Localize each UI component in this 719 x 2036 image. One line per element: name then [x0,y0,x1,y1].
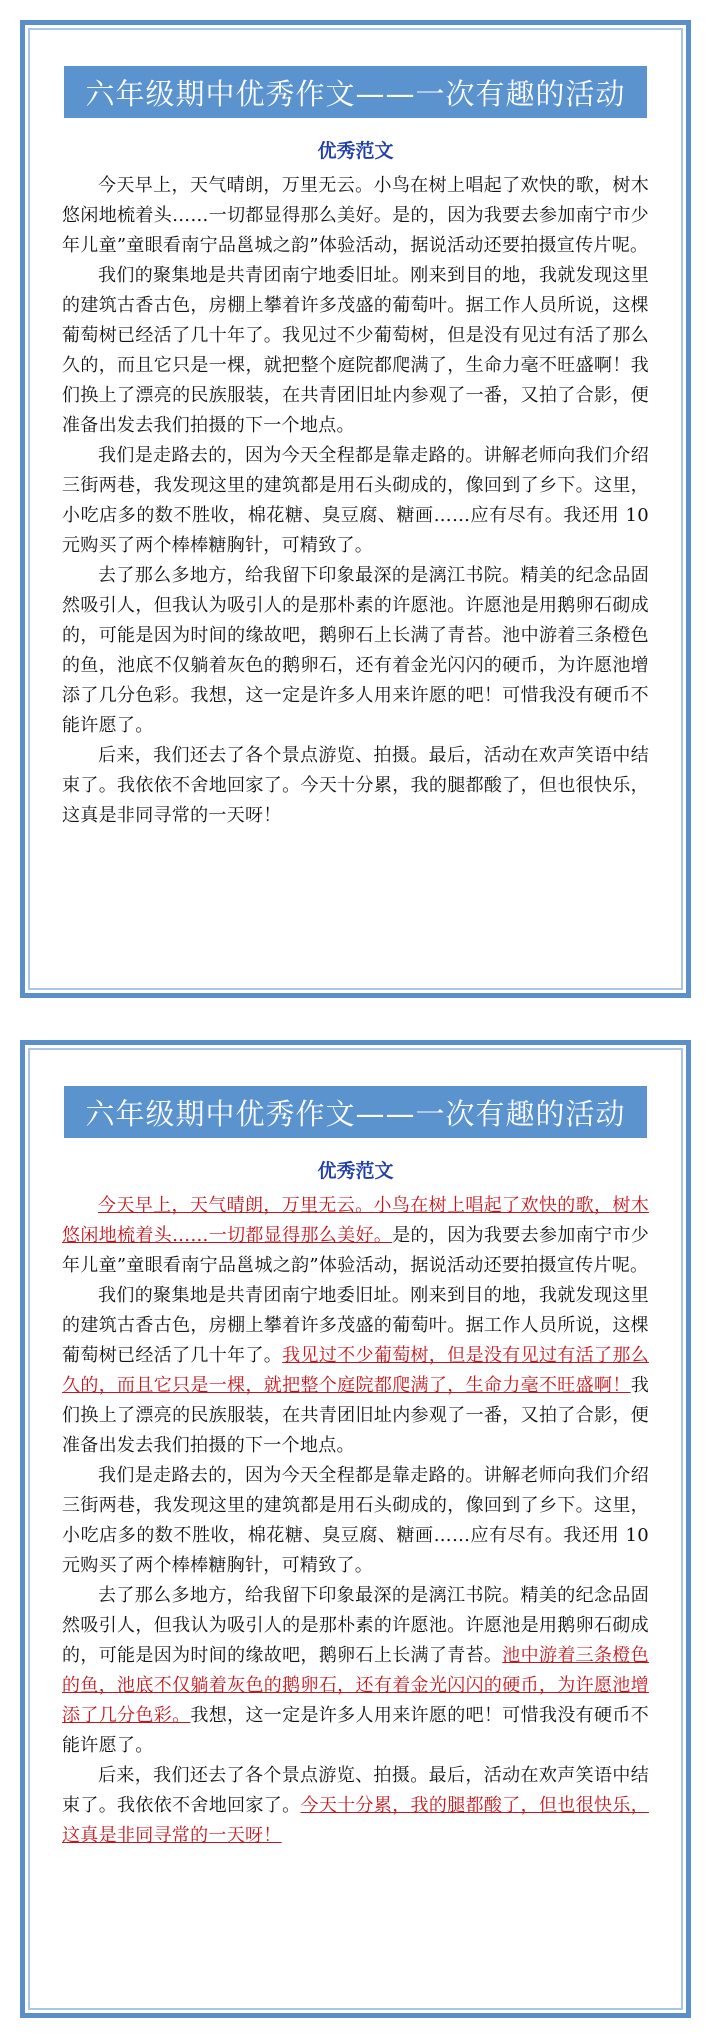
essay-paragraph-1: 今天早上，天气晴朗，万里无云。小鸟在树上唱起了欢快的歌，树木悠闲地梳着头……一切都显得那么美好。是的，因为我要去参加南宁市少年儿童”童眼看南宁品邕城之韵”体验活动，据说活动还要拍摄宣传片呢。 [62,175,649,256]
essay-paragraph-3: 我们是走路去的，因为今天全程都是靠走路的。讲解老师向我们介绍三街两巷，我发现这里的建筑都是用石头砌成的，像回到了乡下。这里，小吃店多的数不胜收，棉花糖、臭豆腐、糖画……应有尽有。我还用 10 元购买了两个棒棒糖胸针，可精致了。 [62,1465,649,1576]
paragraph-text: 后来，我们还去了各个景点游览、拍摄。最后，活动在欢声笑语中结束了。我依依不舍地回家了。 [62,1765,649,1816]
essay-paragraph-4: 去了那么多地方，给我留下印象最深的是漓江书院。精美的纪念品固然吸引人，但我认为吸引人的是那朴素的许愿池。许愿池是用鹅卵石砌成的，可能是因为时间的缘故吧，鹅卵石上长满了青苔。池中游着三条橙色的鱼，池底不仅躺着灰色的鹅卵石，还有着金光闪闪的硬币，为许愿池增添了几分色彩。我想，这一定是许多人用来许愿的吧！可惜我没有硬币不能许愿了。 [62,565,649,736]
highlighted-sentence: 今天早上，天气晴朗，万里无云。小鸟在树上唱起了欢快的歌，树木悠闲地梳着头……一切都显得那么美好。 [62,1195,649,1246]
essay-title-banner: 六年级期中优秀作文——一次有趣的活动 [64,1086,647,1138]
essay-title-banner: 六年级期中优秀作文——一次有趣的活动 [64,66,647,118]
essay-card-inner [28,1048,683,2010]
essay-paragraph-4 [62,1581,649,1761]
essay-card-plain [20,20,691,998]
essay-paragraph-1 [62,1191,649,1281]
paragraph-text: 我们的聚集地是共青团南宁地委旧址。刚来到目的地，我就发现这里的建筑古香古色，房棚上攀着许多茂盛的葡萄叶。据工作人员所说，这棵葡萄树已经活了几十年了。 [62,1285,649,1366]
essay-paragraph-5 [62,1761,649,1851]
essay-subtitle: 优秀范文 [317,1160,394,1182]
paragraph-text: 去了那么多地方，给我留下印象最深的是漓江书院。精美的纪念品固然吸引人，但我认为吸引人的是那朴素的许愿池。许愿池是用鹅卵石砌成的，可能是因为时间的缘故吧，鹅卵石上长满了青苔。 [62,1585,649,1666]
essay-paragraph-3: 我们是走路去的，因为今天全程都是靠走路的。讲解老师向我们介绍三街两巷，我发现这里的建筑都是用石头砌成的，像回到了乡下。这里，小吃店多的数不胜收，棉花糖、臭豆腐、糖画……应有尽有。我还用 10 元购买了两个棒棒糖胸针，可精致了。 [62,445,649,556]
highlighted-sentence: 今天十分累，我的腿都酸了，但也很快乐，这真是非同寻常的一天呀！ [62,1795,649,1846]
paragraph-text: 我们换上了漂亮的民族服装，在共青团旧址内参观了一番，又拍了合影，便准备出发去我们拍摄的下一个地点。 [62,1375,649,1456]
highlighted-sentence: 我见过不少葡萄树，但是没有见过有活了那么久的，而且它只是一棵，就把整个庭院都爬满了，生命力毫不旺盛啊！ [62,1345,649,1396]
essay-paragraph-2: 我们的聚集地是共青团南宁地委旧址。刚来到目的地，我就发现这里的建筑古香古色，房棚上攀着许多茂盛的葡萄叶。据工作人员所说，这棵葡萄树已经活了几十年了。我见过不少葡萄树，但是没有见过有活了那么久的，而且它只是一棵，就把整个庭院都爬满了，生命力毫不旺盛啊！我们换上了漂亮的民族服装，在共青团旧址内参观了一番，又拍了合影，便准备出发去我们拍摄的下一个地点。 [62,265,649,436]
essay-card-annotated [20,1040,691,2018]
paragraph-text: 我想，这一定是许多人用来许愿的吧！可惜我没有硬币不能许愿了。 [62,1705,649,1756]
essay-paragraph-2 [62,1281,649,1461]
essay-subtitle: 优秀范文 [317,140,394,162]
highlighted-sentence: 池中游着三条橙色的鱼，池底不仅躺着灰色的鹅卵石，还有着金光闪闪的硬币，为许愿池增添了几分色彩。 [62,1645,649,1726]
paragraph-text: 是的，因为我要去参加南宁市少年儿童”童眼看南宁品邕城之韵”体验活动，据说活动还要拍摄宣传片呢。 [62,1225,649,1276]
essay-card-inner [28,28,683,990]
essay-paragraph-5: 后来，我们还去了各个景点游览、拍摄。最后，活动在欢声笑语中结束了。我依依不舍地回家了。今天十分累，我的腿都酸了，但也很快乐，这真是非同寻常的一天呀！ [62,745,649,826]
